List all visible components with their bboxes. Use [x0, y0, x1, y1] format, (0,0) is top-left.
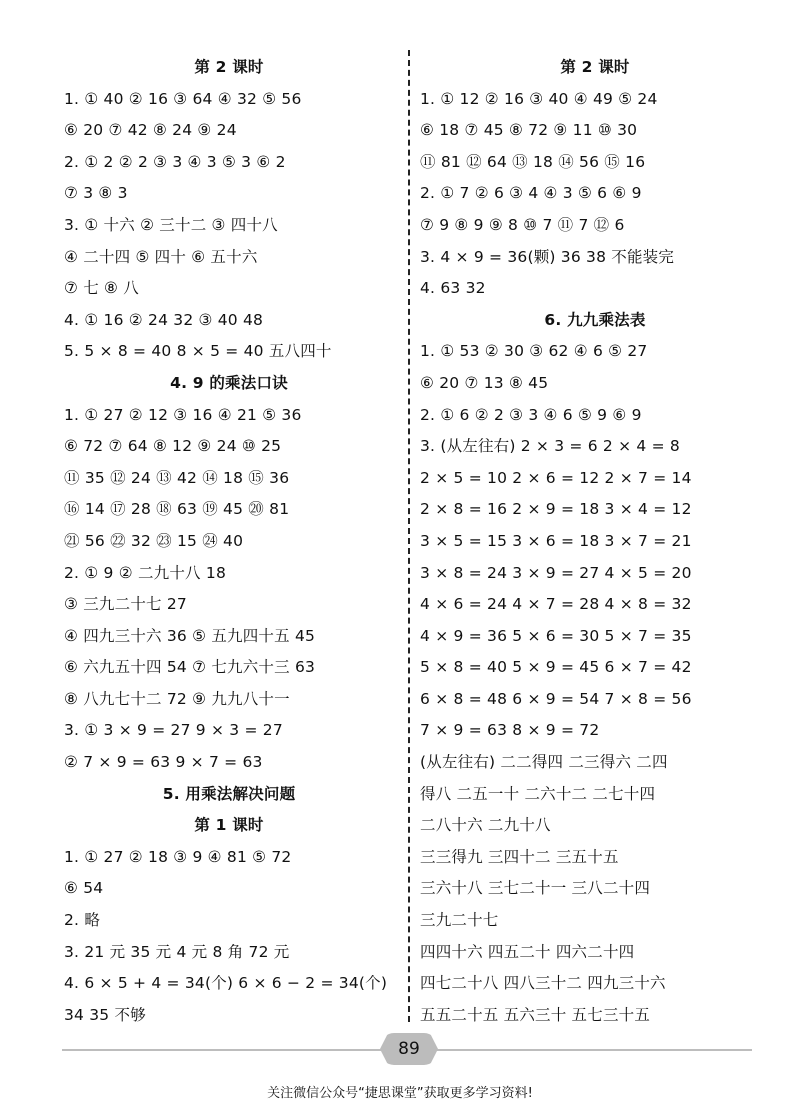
- answer-line: 2. ① 7 ② 6 ③ 4 ④ 3 ⑤ 6 ⑥ 9: [420, 184, 642, 203]
- right-answer-column: [420, 52, 770, 1031]
- answer-line: 3. 21 元 35 元 4 元 8 角 72 元: [64, 942, 290, 961]
- answer-line: 1. ① 53 ② 30 ③ 62 ④ 6 ⑤ 27: [420, 342, 648, 361]
- answer-line: ⑥ 20 ⑦ 13 ⑧ 45: [420, 373, 549, 392]
- answer-line: ⑦ 3 ⑧ 3: [64, 184, 128, 203]
- answer-line: 6 × 8 = 48 6 × 9 = 54 7 × 8 = 56: [420, 689, 692, 708]
- answer-line: ⑥ 20 ⑦ 42 ⑧ 24 ⑨ 24: [64, 121, 237, 140]
- answer-line: ⑦ 9 ⑧ 9 ⑨ 8 ⑩ 7 ⑪ 7 ⑫ 6: [420, 215, 625, 234]
- answer-line: ⑦ 七 ⑧ 八: [64, 279, 139, 298]
- answer-line: 得八 二五一十 二六十二 二七十四: [420, 784, 656, 803]
- answer-line: ② 7 × 9 = 63 9 × 7 = 63: [64, 753, 263, 772]
- left-answer-column: [64, 52, 394, 1031]
- answer-line: ③ 三九二十七 27: [64, 595, 187, 614]
- answer-line: 4 × 9 = 36 5 × 6 = 30 5 × 7 = 35: [420, 626, 692, 645]
- answer-line: 三九二十七: [420, 911, 499, 930]
- section-heading: 第 1 课时: [194, 816, 264, 835]
- answer-line: 4. 63 32: [420, 279, 486, 298]
- answer-line: (从左往右) 二二得四 二三得六 二四: [420, 753, 668, 772]
- answer-line: ⑥ 54: [64, 879, 104, 898]
- answer-line: ㉑ 56 ㉒ 32 ㉓ 15 ㉔ 40: [64, 531, 244, 550]
- answer-line: 3 × 5 = 15 3 × 6 = 18 3 × 7 = 21: [420, 531, 692, 550]
- answer-line: 2. ① 6 ② 2 ③ 3 ④ 6 ⑤ 9 ⑥ 9: [420, 405, 642, 424]
- answer-line: 三三得九 三四十二 三五十五: [420, 847, 619, 866]
- answer-line: 4. 6 × 5 + 4 = 34(个) 6 × 6 − 2 = 34(个): [64, 974, 388, 993]
- answer-line: ④ 四九三十六 36 ⑤ 五九四十五 45: [64, 626, 316, 645]
- answer-line: 2 × 5 = 10 2 × 6 = 12 2 × 7 = 14: [420, 468, 692, 487]
- section-heading: 第 2 课时: [194, 58, 264, 76]
- answer-line: 3. (从左往右) 2 × 3 = 6 2 × 4 = 8: [420, 437, 680, 456]
- section-heading: 5. 用乘法解决问题: [162, 784, 296, 803]
- answer-line: 3. 4 × 9 = 36(颗) 36 38 不能装完: [420, 247, 675, 266]
- answer-line: 四七二十八 四八三十二 四九三十六: [420, 974, 666, 993]
- answer-line: 1. ① 12 ② 16 ③ 40 ④ 49 ⑤ 24: [420, 89, 658, 108]
- answer-line: 2. ① 9 ② 二九十八 18: [64, 563, 226, 582]
- footer-note: 关注微信公众号“捷思课堂”获取更多学习资料!: [267, 1086, 533, 1101]
- answer-line: 三六十八 三七二十一 三八二十四: [420, 879, 651, 898]
- answer-line: 3. ① 十六 ② 三十二 ③ 四十八: [64, 215, 278, 234]
- answer-line: ⑥ 72 ⑦ 64 ⑧ 12 ⑨ 24 ⑩ 25: [64, 437, 282, 456]
- dashed-column-divider: [408, 50, 410, 1022]
- section-heading: 第 2 课时: [560, 58, 630, 76]
- answer-line: 3. ① 3 × 9 = 27 9 × 3 = 27: [64, 721, 283, 740]
- answer-line: 四四十六 四五二十 四六二十四: [420, 942, 635, 961]
- answer-line: 34 35 不够: [64, 1005, 146, 1024]
- answer-line: 1. ① 27 ② 18 ③ 9 ④ 81 ⑤ 72: [64, 847, 292, 866]
- answer-line: 2 × 8 = 16 2 × 9 = 18 3 × 4 = 12: [420, 500, 692, 519]
- answer-line: ⑧ 八九七十二 72 ⑨ 九九八十一: [64, 689, 290, 708]
- answer-line: ⑪ 81 ⑫ 64 ⑬ 18 ⑭ 56 ⑮ 16: [420, 152, 646, 171]
- answer-line: 2. 略: [64, 911, 101, 930]
- answer-line: 4 × 6 = 24 4 × 7 = 28 4 × 8 = 32: [420, 595, 692, 614]
- answer-line: 4. ① 16 ② 24 32 ③ 40 48: [64, 310, 264, 329]
- answer-line: 五五二十五 五六三十 五七三十五: [420, 1005, 651, 1024]
- answer-line: ⑪ 35 ⑫ 24 ⑬ 42 ⑭ 18 ⑮ 36: [64, 468, 290, 487]
- section-heading: 6. 九九乘法表: [544, 310, 646, 329]
- answer-line: ⑯ 14 ⑰ 28 ⑱ 63 ⑲ 45 ⑳ 81: [64, 500, 290, 519]
- answer-line: ⑥ 18 ⑦ 45 ⑧ 72 ⑨ 11 ⑩ 30: [420, 121, 638, 140]
- answer-line: 5 × 8 = 40 5 × 9 = 45 6 × 7 = 42: [420, 658, 692, 677]
- answer-line: ④ 二十四 ⑤ 四十 ⑥ 五十六: [64, 247, 258, 266]
- answer-line: 二八十六 二九十八: [420, 816, 551, 835]
- answer-line: 1. ① 27 ② 12 ③ 16 ④ 21 ⑤ 36: [64, 405, 302, 424]
- page-number: 89: [398, 1039, 420, 1059]
- answer-line: 5. 5 × 8 = 40 8 × 5 = 40 五八四十: [64, 342, 332, 361]
- answer-line: 3 × 8 = 24 3 × 9 = 27 4 × 5 = 20: [420, 563, 692, 582]
- answer-line: 1. ① 40 ② 16 ③ 64 ④ 32 ⑤ 56: [64, 89, 302, 108]
- section-heading: 4. 9 的乘法口诀: [170, 373, 288, 392]
- answer-line: ⑥ 六九五十四 54 ⑦ 七九六十三 63: [64, 658, 316, 677]
- answer-line: 7 × 9 = 63 8 × 9 = 72: [420, 721, 600, 740]
- answer-line: 2. ① 2 ② 2 ③ 3 ④ 3 ⑤ 3 ⑥ 2: [64, 152, 286, 171]
